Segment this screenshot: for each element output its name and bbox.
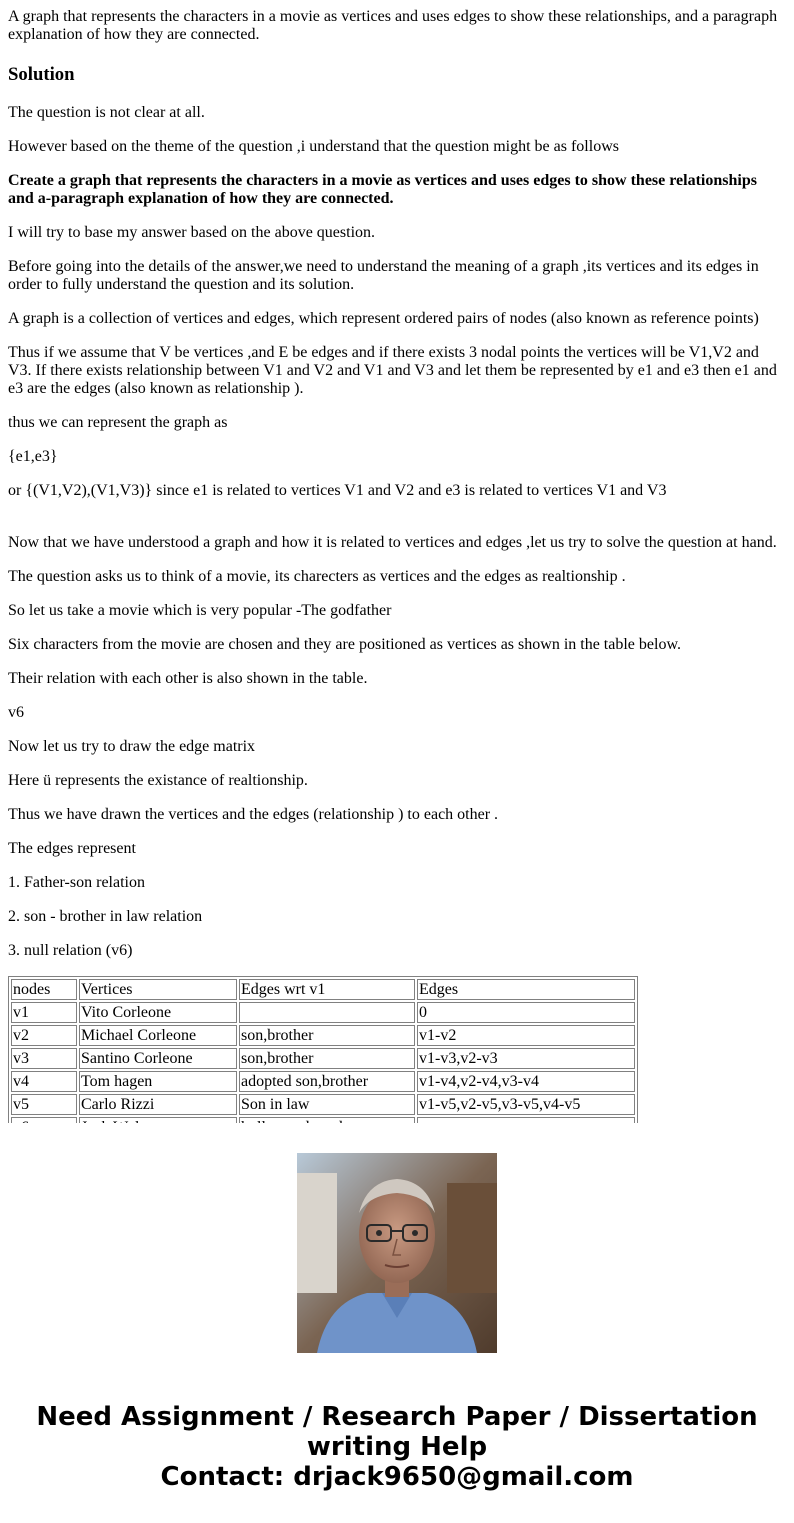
- table-cell: v1-v3,v2-v3: [417, 1048, 635, 1069]
- document-body: [8, 0, 786, 1123]
- help-advertisement: [0, 1402, 794, 1492]
- paragraph: Now let us try to draw the edge matrix: [8, 738, 256, 755]
- table-cell: adopted son,brother: [239, 1071, 415, 1092]
- paragraph: v6: [8, 704, 24, 721]
- table-row: [11, 1094, 635, 1115]
- paragraph: Now that we have understood a graph and how it is related to vertices and edges ,let us try to solve the question at hand.: [8, 534, 777, 551]
- table-row: [11, 1002, 635, 1023]
- paragraph: However based on the theme of the question ,i understand that the question might be as follows: [8, 138, 619, 155]
- table-header-cell: Edges wrt v1: [239, 979, 415, 1000]
- paragraph: Their relation with each other is also shown in the table.: [8, 670, 368, 687]
- question-text: A graph that represents the characters in a movie as vertices and uses edges to show these relationships, and a paragraph explanation of how they are connected.: [8, 8, 778, 43]
- list-item: 1. Father-son relation: [8, 874, 145, 891]
- list-item: 3. null relation (v6): [8, 942, 133, 959]
- table-header-cell: Vertices: [79, 979, 237, 1000]
- paragraph: {e1,e3}: [8, 448, 58, 465]
- table-cell: son,brother: [239, 1025, 415, 1046]
- table-header-cell: Edges: [417, 979, 635, 1000]
- table-row: [11, 1048, 635, 1069]
- table-header-row: [11, 979, 635, 1000]
- table-cell: [239, 1002, 415, 1023]
- solution-heading: Solution: [8, 64, 75, 85]
- paragraph: Thus if we assume that V be vertices ,and E be edges and if there exists 3 nodal points the vertices will be V1,V2 and V3. If there exists relationship between V1 and V2 and V1 and V3 and let them be represented by e1 and e3 then e1 and e3 are the edges (also known as relationship ).: [8, 344, 777, 397]
- table-cell: v5: [11, 1094, 77, 1115]
- table-cell: v1-v2: [417, 1025, 635, 1046]
- table-cell: son,brother: [239, 1048, 415, 1069]
- table-cell: v1-v5,v2-v5,v3-v5,v4-v5: [417, 1094, 635, 1115]
- table-row: [11, 1071, 635, 1092]
- table-cell: v1: [11, 1002, 77, 1023]
- paragraph: Here ü represents the existance of realtionship.: [8, 772, 308, 789]
- blank-line: [8, 500, 786, 518]
- list-item: 2. son - brother in law relation: [8, 908, 203, 925]
- table-cell: 0: [417, 1002, 635, 1023]
- paragraph: The question asks us to think of a movie, its charecters as vertices and the edges as realtionship .: [8, 568, 626, 585]
- paragraph: Thus we have drawn the vertices and the edges (relationship ) to each other .: [8, 806, 499, 823]
- author-avatar: [297, 1153, 497, 1353]
- table-cell: v2: [11, 1025, 77, 1046]
- table-cell: Son in law: [239, 1094, 415, 1115]
- paragraph: The question is not clear at all.: [8, 104, 205, 121]
- table-cell: Carlo Rizzi: [79, 1094, 237, 1115]
- paragraph: So let us take a movie which is very popular -The godfather: [8, 602, 392, 619]
- paragraph: Before going into the details of the answer,we need to understand the meaning of a graph ,its vertices and its edges in order to fully understand the question and its solution.: [8, 258, 759, 293]
- restated-question: Create a graph that represents the characters in a movie as vertices and uses edges to show these relationships and a-paragraph explanation of how they are connected.: [8, 172, 757, 207]
- author-portrait-image: [297, 1153, 497, 1353]
- paragraph: I will try to base my answer based on the above question.: [8, 224, 376, 241]
- cta-contact: Contact: drjack9650@gmail.com: [160, 1462, 634, 1492]
- table-cell: Tom hagen: [79, 1071, 237, 1092]
- table-cell: Vito Corleone: [79, 1002, 237, 1023]
- paragraph: The edges represent: [8, 840, 136, 857]
- table-cell: Santino Corleone: [79, 1048, 237, 1069]
- table-cell: Michael Corleone: [79, 1025, 237, 1046]
- table-cell: v4: [11, 1071, 77, 1092]
- paragraph: A graph is a collection of vertices and edges, which represent ordered pairs of nodes (also known as reference points): [8, 310, 759, 327]
- table-cell: v1-v4,v2-v4,v3-v4: [417, 1071, 635, 1092]
- table-row: [11, 1025, 635, 1046]
- table-header-cell: nodes: [11, 979, 77, 1000]
- promo-footer: [0, 1123, 794, 1523]
- table-cell: v3: [11, 1048, 77, 1069]
- paragraph: Six characters from the movie are chosen and they are positioned as vertices as shown in the table below.: [8, 636, 681, 653]
- cta-headline: Need Assignment / Research Paper / Dissertation writing Help: [36, 1402, 758, 1462]
- paragraph: or {(V1,V2),(V1,V3)} since e1 is related to vertices V1 and V2 and e3 is related to vertices V1 and V3: [8, 482, 667, 499]
- paragraph: thus we can represent the graph as: [8, 414, 228, 431]
- vertices-edges-table: [8, 976, 638, 1141]
